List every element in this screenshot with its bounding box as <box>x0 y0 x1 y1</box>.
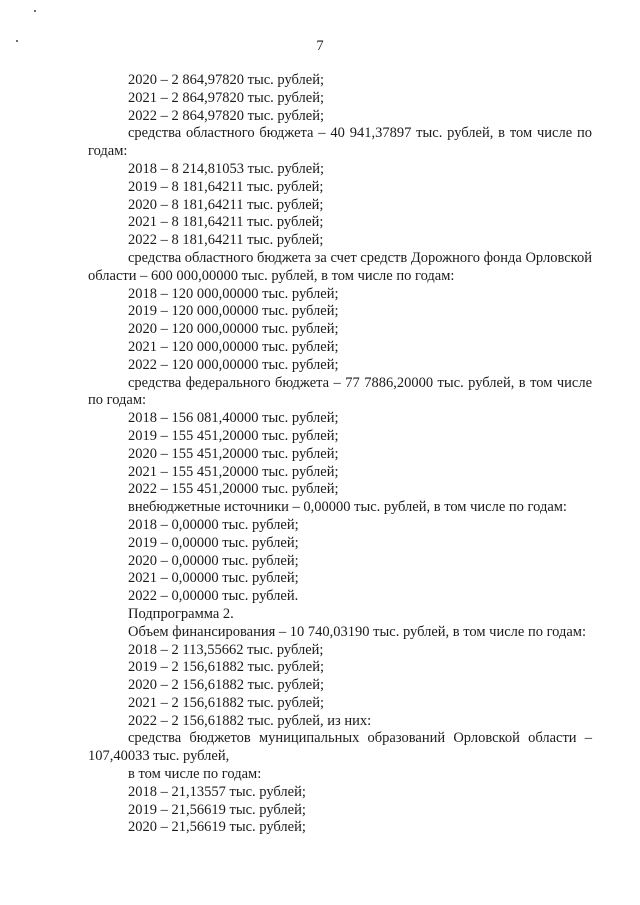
text-line: 2019 – 8 181,64211 тыс. рублей; <box>128 178 324 195</box>
text-paragraph: средства областного бюджета – 40 941,37897 тыс. рублей, в том числе по годам: <box>88 125 592 160</box>
text-line: 2022 – 120 000,00000 тыс. рублей; <box>128 356 339 373</box>
text-line: 2020 – 21,56619 тыс. рублей; <box>128 819 306 836</box>
text-line: 2021 – 155 451,20000 тыс. рублей; <box>128 463 339 480</box>
text-line: 2022 – 155 451,20000 тыс. рублей; <box>128 481 339 498</box>
text-line: Подпрограмма 2. <box>128 605 234 622</box>
text-line: 2018 – 8 214,81053 тыс. рублей; <box>128 160 324 177</box>
text-line: 2018 – 2 113,55662 тыс. рублей; <box>128 641 324 658</box>
text-line: внебюджетные источники – 0,00000 тыс. рублей, в том числе по годам: <box>128 499 567 516</box>
text-line: 2020 – 2 156,61882 тыс. рублей; <box>128 677 324 694</box>
text-line: 2018 – 21,13557 тыс. рублей; <box>128 783 306 800</box>
text-line: 2018 – 120 000,00000 тыс. рублей; <box>128 285 339 302</box>
text-line: 2021 – 8 181,64211 тыс. рублей; <box>128 214 324 231</box>
scan-speck <box>34 10 36 12</box>
text-paragraph: средства областного бюджета за счет средств Дорожного фонда Орловской области – 600 000,00000 тыс. рублей, в том числе по годам: <box>88 249 592 284</box>
text-line: 2019 – 2 156,61882 тыс. рублей; <box>128 659 324 676</box>
text-line: 2021 – 2 156,61882 тыс. рублей; <box>128 694 324 711</box>
text-line: 2019 – 21,56619 тыс. рублей; <box>128 801 306 818</box>
text-line: 2020 – 2 864,97820 тыс. рублей; <box>128 72 324 88</box>
text-line: 2018 – 156 081,40000 тыс. рублей; <box>128 410 339 427</box>
document-body <box>88 72 592 837</box>
text-line: 2021 – 0,00000 тыс. рублей; <box>128 570 299 587</box>
text-line: 2022 – 8 181,64211 тыс. рублей; <box>128 232 324 249</box>
text-line: 2020 – 120 000,00000 тыс. рублей; <box>128 321 339 338</box>
text-line: 2019 – 155 451,20000 тыс. рублей; <box>128 427 339 444</box>
text-line: 2022 – 0,00000 тыс. рублей. <box>128 588 299 605</box>
text-line: в том числе по годам: <box>128 766 262 783</box>
text-line: 2018 – 0,00000 тыс. рублей; <box>128 516 299 533</box>
text-line: 2021 – 2 864,97820 тыс. рублей; <box>128 89 324 106</box>
text-line: 2022 – 2 864,97820 тыс. рублей; <box>128 107 324 124</box>
text-line: 2021 – 120 000,00000 тыс. рублей; <box>128 338 339 355</box>
page-number: 7 <box>316 38 324 54</box>
text-line: 2020 – 0,00000 тыс. рублей; <box>128 552 299 569</box>
text-paragraph: средства федерального бюджета – 77 7886,20000 тыс. рублей, в том числе по годам: <box>88 374 592 409</box>
text-line: 2020 – 8 181,64211 тыс. рублей; <box>128 196 324 213</box>
text-line: 2019 – 120 000,00000 тыс. рублей; <box>128 303 339 320</box>
text-paragraph: Объем финансирования – 10 740,03190 тыс. рублей, в том числе по годам: <box>128 623 587 640</box>
text-paragraph: средства бюджетов муниципальных образований Орловской области – 107,40033 тыс. рублей, <box>88 730 592 765</box>
text-line: 2020 – 155 451,20000 тыс. рублей; <box>128 445 339 462</box>
text-line: 2019 – 0,00000 тыс. рублей; <box>128 534 299 551</box>
text-line: 2022 – 2 156,61882 тыс. рублей, из них: <box>128 712 372 729</box>
